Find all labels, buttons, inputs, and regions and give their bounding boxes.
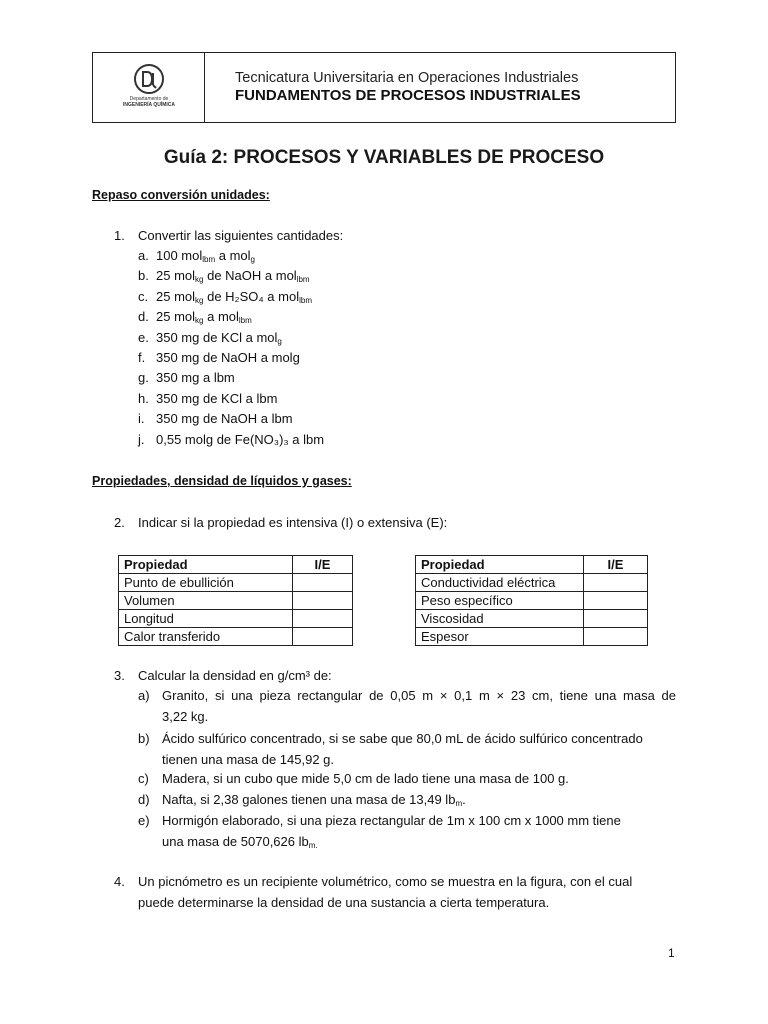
logo-caption-line1: Departamento de	[129, 96, 169, 102]
q3-item-d-text: Nafta, si 2,38 galones tienen una masa de 13,49 lb	[162, 792, 456, 807]
q3-item-d-marker: d)	[138, 792, 150, 807]
answer-cell[interactable]	[293, 628, 353, 646]
property-cell: Espesor	[416, 628, 584, 646]
conversion-item	[156, 248, 255, 263]
table-row	[416, 574, 648, 592]
header-ie: I/E	[293, 556, 353, 574]
q3-item-e	[162, 811, 676, 852]
course-name: FUNDAMENTOS DE PROCESOS INDUSTRIALES	[235, 87, 581, 104]
conversion-item-text: de NaOH a mol	[203, 268, 297, 284]
conversion-item-marker: f.	[138, 350, 146, 365]
q3-item-d-subscript: m	[455, 799, 463, 808]
conversion-item	[156, 330, 282, 345]
conversion-item	[156, 432, 324, 447]
property-cell: Peso específico	[416, 592, 584, 610]
question-4-number: 4.	[114, 874, 125, 889]
answer-cell[interactable]	[584, 574, 648, 592]
q3-item-b-line2: tienen una masa de 145,92 g.	[162, 751, 335, 767]
q3-item-d	[162, 792, 466, 807]
table-row	[119, 610, 353, 628]
conversion-item-marker: j.	[138, 431, 145, 447]
page-title: Guía 2: PROCESOS Y VARIABLES DE PROCESO	[163, 147, 605, 168]
properties-table-left	[118, 555, 353, 646]
conversion-item-subscript: kg	[195, 316, 204, 326]
logo-caption	[99, 96, 199, 108]
answer-cell[interactable]	[293, 592, 353, 610]
conversion-item-marker: c.	[138, 288, 149, 304]
conversion-item	[156, 309, 252, 324]
conversion-item-text: a mol	[203, 309, 239, 325]
q3-item-b	[162, 729, 676, 770]
table-row	[119, 628, 353, 646]
question-2-number: 2.	[114, 515, 125, 530]
q3-item-e-line1: Hormigón elaborado, si una pieza rectangular de 1m x 100 cm x 1000 mm tiene	[162, 813, 621, 828]
header-propiedad: Propiedad	[119, 556, 293, 574]
q3-item-b-marker: b)	[138, 731, 150, 746]
conversion-item-text: 350 mg a lbm	[156, 370, 235, 386]
property-cell: Calor transferido	[119, 628, 293, 646]
institution-name: Tecnicatura Universitaria en Operaciones Industriales	[235, 70, 579, 86]
conversion-item-text: 25 mol	[156, 268, 196, 284]
q3-item-a-line2: 3,22 kg.	[162, 708, 209, 724]
property-cell: Viscosidad	[416, 610, 584, 628]
question-1-number: 1.	[114, 228, 125, 243]
conversion-item-marker: a.	[138, 248, 149, 263]
conversion-item	[156, 370, 235, 385]
question-2-text: Indicar si la propiedad es intensiva (I) o extensiva (E):	[138, 515, 448, 530]
conversion-item	[156, 411, 293, 426]
property-cell: Punto de ebullición	[119, 574, 293, 592]
conversion-item-text: 350 mg de KCl a lbm	[156, 390, 278, 406]
conversion-item-subscript: lbm	[299, 295, 312, 305]
conversion-item-subscript: kg	[195, 275, 204, 285]
conversion-item-text: 25 mol	[156, 288, 196, 304]
property-cell: Longitud	[119, 610, 293, 628]
document-header	[92, 52, 676, 123]
conversion-item	[156, 391, 277, 406]
answer-cell[interactable]	[293, 610, 353, 628]
properties-table-right	[415, 555, 648, 646]
property-cell: Conductividad eléctrica	[416, 574, 584, 592]
question-3-number: 3.	[114, 668, 125, 683]
logo-cell	[93, 53, 205, 122]
question-1-text: Convertir las siguientes cantidades:	[138, 228, 344, 243]
conversion-item-subscript: lbm	[296, 275, 310, 285]
q3-item-e-marker: e)	[138, 813, 150, 828]
conversion-item-text: 100 mol	[156, 248, 203, 263]
conversion-item	[156, 350, 300, 365]
table-header-row	[119, 556, 353, 574]
table-row	[416, 610, 648, 628]
conversion-item-subscript: lbm	[202, 255, 216, 264]
q3-item-b-line1: Ácido sulfúrico concentrado, si se sabe que 80,0 mL de ácido sulfúrico concentrado	[162, 731, 643, 746]
answer-cell[interactable]	[293, 574, 353, 592]
answer-cell[interactable]	[584, 628, 648, 646]
q3-item-e-text: una masa de 5070,626 lb	[162, 833, 309, 849]
q3-item-e-subscript: m.	[308, 840, 318, 850]
conversion-item-text: a mol	[215, 248, 251, 263]
conversion-item-marker: d.	[138, 309, 149, 325]
q3-item-a	[162, 686, 676, 727]
logo-caption-line2: INGENIERÍA QUÍMICA	[122, 102, 176, 108]
property-cell: Volumen	[119, 592, 293, 610]
conversion-item-text: 350 mg de NaOH a lbm	[156, 411, 293, 427]
header-propiedad: Propiedad	[416, 556, 584, 574]
q3-item-a-marker: a)	[138, 688, 150, 703]
q3-item-c: Madera, si un cubo que mide 5,0 cm de lado tiene una masa de 100 g.	[162, 771, 569, 786]
question-4-line1: Un picnómetro es un recipiente volumétrico, como se muestra en la figura, con el cual	[138, 874, 633, 889]
conversion-item-text: 25 mol	[156, 309, 196, 325]
conversion-item-text: 350 mg de KCl a mol	[156, 329, 278, 345]
question-3-text: Calcular la densidad en g/cm³ de:	[138, 668, 332, 683]
conversion-item-marker: i.	[138, 411, 145, 427]
section-heading-conversion: Repaso conversión unidades:	[92, 188, 270, 202]
table-row	[119, 574, 353, 592]
answer-cell[interactable]	[584, 592, 648, 610]
conversion-item-marker: h.	[138, 390, 149, 406]
conversion-item-subscript: kg	[195, 295, 204, 305]
q3-item-a-line1: Granito, si una pieza rectangular de 0,05 m × 0,1 m × 23 cm, tiene una masa de	[162, 688, 676, 703]
conversion-item-text: 350 mg de NaOH a molg	[156, 350, 300, 365]
conversion-item-subscript: lbm	[238, 316, 252, 326]
conversion-item-marker: b.	[138, 268, 149, 284]
conversion-item-marker: e.	[138, 329, 149, 345]
question-4-line2: puede determinarse la densidad de una sustancia a cierta temperatura.	[138, 894, 550, 910]
conversion-item	[156, 289, 312, 304]
table-row	[416, 592, 648, 610]
table-row	[416, 628, 648, 646]
department-logo	[133, 63, 165, 95]
conversion-item-subscript: g	[277, 336, 282, 346]
conversion-item-marker: g.	[138, 370, 149, 386]
conversion-item-text: de H₂SO₄ a mol	[203, 288, 300, 304]
conversion-item-text: 0,55 molg de Fe(NO₃)₃ a lbm	[156, 431, 325, 447]
conversion-item-subscript: g	[250, 255, 255, 264]
table-header-row	[416, 556, 648, 574]
page-number: 1	[668, 946, 675, 960]
q3-item-e-line2	[162, 832, 676, 853]
table-row	[119, 592, 353, 610]
conversion-item	[156, 268, 310, 283]
q3-item-d-end: .	[462, 792, 466, 807]
section-heading-properties: Propiedades, densidad de líquidos y gases:	[92, 474, 352, 488]
header-ie: I/E	[584, 556, 648, 574]
q3-item-c-marker: c)	[138, 771, 149, 786]
answer-cell[interactable]	[584, 610, 648, 628]
question-4-text	[138, 872, 676, 913]
